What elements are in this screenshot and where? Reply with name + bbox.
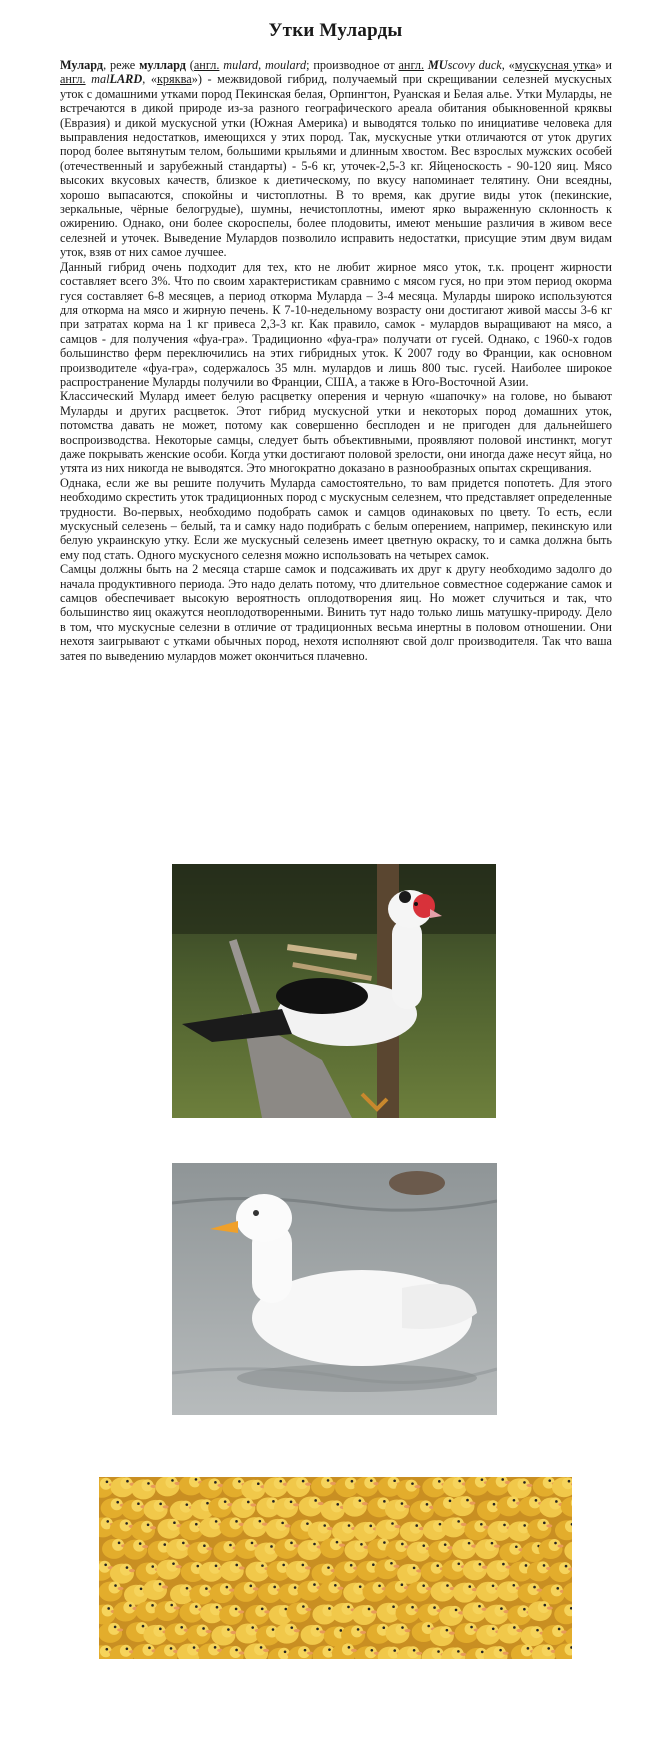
text-span: MU [424, 58, 448, 72]
text-span: ( [185, 58, 194, 72]
text-span: , [258, 58, 266, 72]
link-engl-2[interactable]: англ. [398, 58, 425, 72]
ducklings-photo [99, 1477, 572, 1659]
text-span: , реже [103, 58, 140, 72]
link-engl-1[interactable]: англ. [193, 58, 220, 72]
term-mullard: муллард [139, 58, 186, 72]
text-span: » и [595, 58, 612, 72]
text-span: mulard [219, 58, 259, 72]
text-span: , « [142, 72, 157, 87]
link-muscovy-duck[interactable]: мускусная утка [514, 58, 596, 72]
text-span: LARD [109, 72, 143, 87]
text-span: - межвидовой гибрид, получаемый при скрещивании селезней мускусных уток с домашними утками пород Пекинская белая, Орпингтон, Руанская и Белая алье. Утки Муларды, не встречаются в дикой природе из-за разного географического ареала обитания обыкновенной кряквы (Евразия) и дикой мускусной утки (Южная Америка) и выводятся только по инициативе человека для выправления недостатков, имеющихся у этих пород. Так, мускусные утки отличаются от уток других пород более вытянутым телом, большими крыльями и длинным хвостом. Вес взрослых мужских особей (отечественный и зарубежный стандарты) - 5-6 кг, уточек-2,5-3 кг. Яйценоскость - 90-120 яиц. Мясо высоких вкусовых качеств, близкое к диетическому, по вкусу напоминает телятину. Они всеядны, хорошо выпасаются, спокойны и чистоплотны. В то время, как другие виды уток (пекинские, зеркальные, чёрные белогрудые), шумны, нечистоплотны, имеют ярко выраженную склонность к ожирению. Однако, они более скороспелы, более плодовиты, имеют меньшие различия в живом весе селезней и уточек. Выведение Мулардов позволило исправить недостатки, присущие этим двум видам уток, взяв от них самое лучшее. [60, 72, 613, 260]
mulard-duck-photo [172, 864, 496, 1118]
intro-paragraph [60, 58, 612, 260]
text-span: mal [85, 72, 110, 87]
white-duck-photo [172, 1163, 497, 1415]
link-engl-3[interactable]: англ. [60, 72, 86, 87]
paragraph-2: Данный гибрид очень подходит для тех, кто не любит жирное мясо уток, т.к. процент жирности составляет всего 3%. Что по своим характеристикам сравнимо с мясом гуся, но при этом период окорма гуся составляет 6-8 месяцев, а период откорма Муларда – 3-4 месяца. Муларды широко используются для откорма на мясо и жирную печень. К 7-10-недельному возрасту они достигают живой массы 3-6 кг при затратах корма на 1 кг привеса 2,3-3 кг. Как правило, самок - мулардов выращивают на мясо, а самцов - для получения «фуа-гра». Традиционно «фуа-гра» получати от гусей. Однако, с 1960-х годов большинство ферм переключились на этих гибридных уток. К 2007 году во Франции, как основном производителе «фуа-гра», содержалось 35 млн. мулардов и лишь 800 тыс. гусей. Наиболее широкое распространение Муларды получили во Франции, США, а также в Юго-Восточной Азии. [60, 259, 612, 389]
link-mallard[interactable]: кряква [156, 72, 192, 87]
page-title: Утки Муларды [268, 20, 403, 41]
paragraph-5: Самцы должны быть на 2 месяца старше самок и подсаживать их друг к другу необходимо задолго до начала продуктивного периода. Это надо делать потому, что длительное совместное содержание самок и самцов обеспечивает высокую вероятность оплодотворения яиц. Но может случиться и так, что большинство яиц окажутся неоплодотворенными. Винить тут надо только лишь матушку-природу. Дело в том, что мускусные селезни в отличие от традиционных весьма инертны в половом отношении. Они нехотя заигрывают с утками обычных пород, нехотя исполняют свой долг производителя. Так что ваша затея по выведению мулардов может окончиться плачевно. [60, 562, 612, 663]
paragraph-3: Классический Мулард имеет белую расцветку оперения и черную «шапочку» на голове, но бывают Муларды и других расцветок. Этот гибрид мускусной утки и некоторых пород домашних уток, потомства давать не может, потому как совершенно бесплоден и не пригоден для дальнейшего воспроизводства. Некоторые самцы, следует быть объективными, проявляют половой инстинкт, могут даже покрывать женские особи. Когда утки достигают половой зрелости, они иногда даже несут яйца, но утята из них никогда не выводятся. Это многократно доказано в разнообразных опытах скрещивания. [60, 389, 612, 476]
article-body [60, 58, 612, 663]
text-span: moulard [265, 58, 307, 72]
text-span: ») [191, 72, 202, 87]
text-span: scovy duck [447, 58, 502, 72]
paragraph-4: Однака, если же вы решите получить Муларда самостоятельно, то вам придется попотеть. Для этого необходимо скрестить уток традиционных пород с мускусным селезнем, что представляет определенные трудности. Во-первых, необходимо подобрать самок и самцов одинаковых по цвету. То есть, если мускусный селезень – белый, та и самку надо подибрать с белым оперением, например, пекинскую или белую украинскую утку. Если же мускусный селезень имеет цветную окраску, то и самка должна быть ему под стать. Одного мускусного селезня можно использовать на четырех самок. [60, 475, 612, 562]
text-span: ; производное от [306, 58, 399, 72]
text-span: , « [501, 58, 515, 72]
term-mulard: Мулард [60, 58, 104, 72]
